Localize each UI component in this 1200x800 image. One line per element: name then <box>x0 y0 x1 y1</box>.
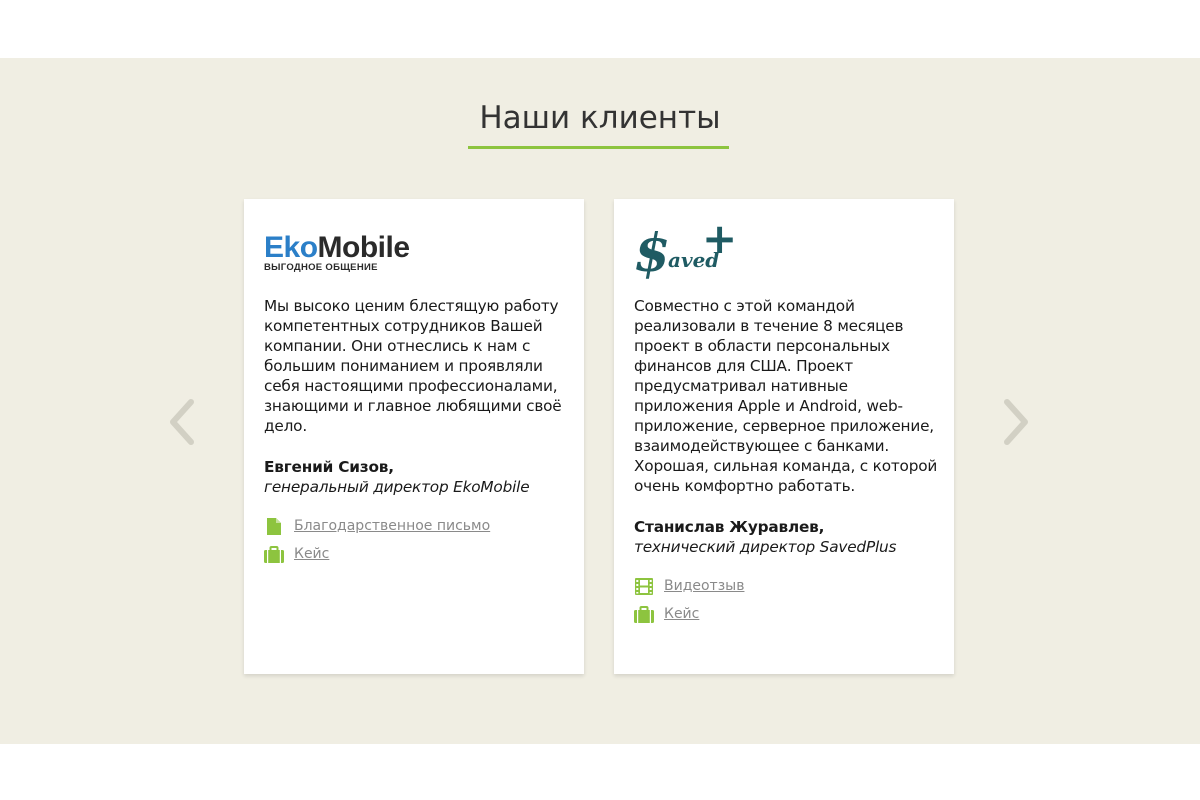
thank-you-letter-link-row <box>264 516 490 536</box>
case-link-row <box>634 604 699 624</box>
thank-you-letter-link[interactable]: Благодарственное письмо <box>294 518 491 534</box>
briefcase-icon <box>634 604 654 624</box>
testimonial-text: Мы высоко ценим блестящую работу компетентных сотрудников Вашей компании. Они отнеслись к нам с большим пониманием и проявляли себя настоящими профессионалами, знающими и главное любящими своё дело. <box>264 297 562 435</box>
chevron-right-icon <box>1001 398 1031 446</box>
author-name: Станислав Журавлев, <box>634 518 825 536</box>
chevron-left-icon <box>167 398 197 446</box>
video-review-link-row <box>634 576 744 596</box>
prev-arrow-button[interactable] <box>167 398 197 446</box>
document-icon <box>264 516 284 536</box>
next-arrow-button[interactable] <box>1001 398 1031 446</box>
testimonial-text: Совместно с этой командой реализовали в течение 8 месяцев проект в области персональных финансов для США. Проект предусматривал нативные приложения Apple и Android, web-приложение, серверное приложение, взаимодействующее с банками. Хорошая, сильная команда, с которой очень комфортно работать. <box>634 297 938 495</box>
author-name: Евгений Сизов, <box>264 458 394 476</box>
logo-word: aved <box>668 248 720 272</box>
logo-part-mobile: Mobile <box>317 231 410 264</box>
client-card-ekomobile <box>244 199 584 674</box>
briefcase-icon <box>264 544 284 564</box>
client-card-savedplus <box>614 199 954 674</box>
case-link-row <box>264 544 329 564</box>
logo-plus: + <box>702 219 738 263</box>
author-role: генеральный директор EkoMobile <box>264 478 530 496</box>
title-underline <box>468 146 729 149</box>
film-icon <box>634 576 654 596</box>
case-link[interactable]: Кейс <box>664 606 700 622</box>
savedplus-logo <box>634 219 744 285</box>
author-role: технический директор SavedPlus <box>634 538 897 556</box>
section-title: Наши клиенты <box>479 100 721 136</box>
logo-part-eko: Eko <box>264 231 318 264</box>
logo-dollar: $ <box>634 223 671 281</box>
logo-tagline: ВЫГОДНОЕ ОБЩЕНИЕ <box>264 262 378 273</box>
case-link[interactable]: Кейс <box>294 546 330 562</box>
ekomobile-logo <box>264 233 410 273</box>
video-review-link[interactable]: Видеотзыв <box>664 578 745 594</box>
